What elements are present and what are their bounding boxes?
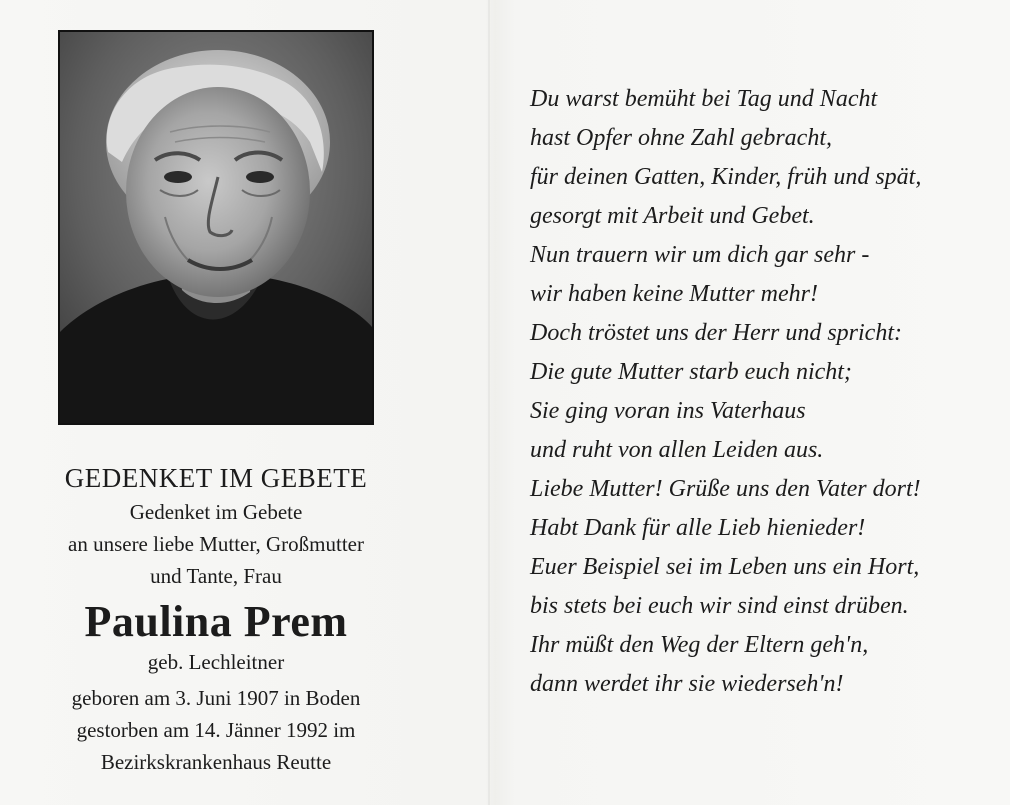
poem-line: und ruht von allen Leiden aus. [530, 437, 824, 463]
intro-line: an unsere liebe Mutter, Großmutter [68, 532, 364, 556]
poem-line: Nun trauern wir um dich gar sehr - [530, 242, 870, 268]
maiden-name: geb. Lechleitner [147, 650, 285, 674]
portrait-image [60, 32, 372, 423]
card-fold [488, 0, 490, 805]
date-line: gestorben am 14. Jänner 1992 im [76, 718, 356, 742]
poem-line: Habt Dank für alle Lieb hienieder! [530, 515, 866, 541]
memorial-poem [530, 80, 921, 704]
poem-line: für deinen Gatten, Kinder, früh und spät, [530, 164, 922, 190]
portrait-photo [58, 30, 374, 425]
memorial-intro [0, 496, 432, 592]
memorial-heading: GEDENKET IM GEBETE [64, 463, 368, 493]
poem-line: Euer Beispiel sei im Leben uns ein Hort, [530, 554, 920, 580]
poem-line: bis stets bei euch wir sind einst drüben. [530, 593, 909, 619]
poem-line: dann werdet ihr sie wiederseh'n! [530, 671, 844, 697]
date-line: Bezirkskrankenhaus Reutte [100, 750, 332, 774]
poem-line: Die gute Mutter starb euch nicht; [530, 359, 852, 385]
poem-line: Doch tröstet uns der Herr und spricht: [530, 320, 902, 346]
poem-line: gesorgt mit Arbeit und Gebet. [530, 203, 815, 229]
poem-line: Sie ging voran ins Vaterhaus [530, 398, 806, 424]
poem-line: Du warst bemüht bei Tag und Nacht [530, 86, 878, 112]
poem-line: wir haben keine Mutter mehr! [530, 281, 818, 307]
deceased-name: Paulina Prem [84, 597, 348, 646]
intro-line: und Tante, Frau [150, 564, 282, 588]
intro-line: Gedenket im Gebete [129, 500, 303, 524]
poem-line: Ihr müßt den Weg der Eltern geh'n, [530, 632, 869, 658]
poem-line: hast Opfer ohne Zahl gebracht, [530, 125, 832, 151]
date-line: geboren am 3. Juni 1907 in Boden [71, 686, 361, 710]
poem-line: Liebe Mutter! Grüße uns den Vater dort! [530, 476, 921, 502]
life-dates [0, 682, 432, 778]
